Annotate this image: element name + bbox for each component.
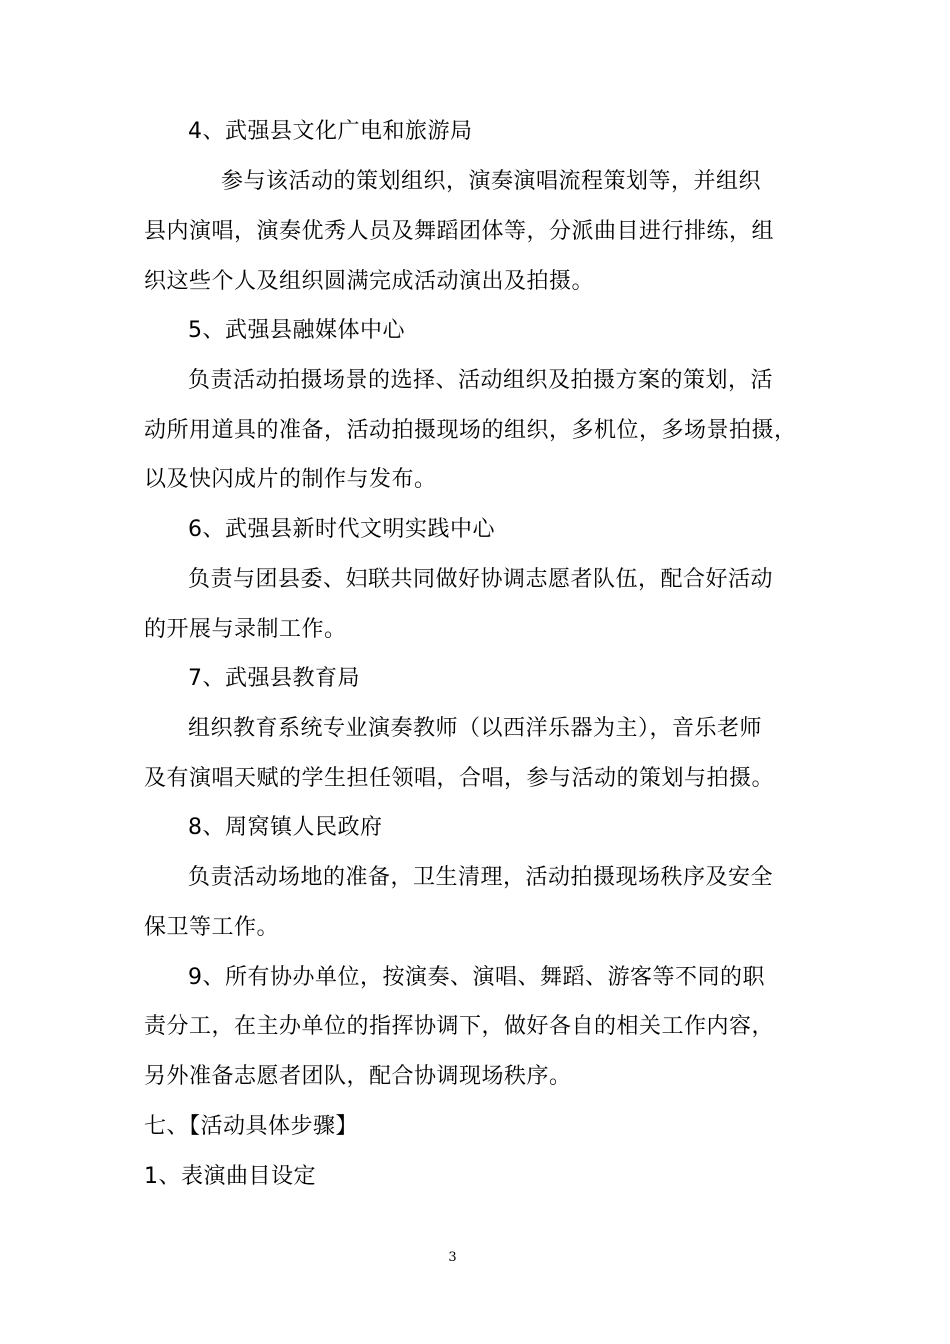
section-heading-culture-bureau: 4、武强县文化广电和旅游局 — [188, 119, 473, 144]
paragraph-line: 织这些个人及组织圆满完成活动演出及拍摄。 — [144, 269, 595, 294]
paragraph-line: 另外准备志愿者团队，配合协调现场秩序。 — [144, 1064, 572, 1089]
section-heading-activity-steps: 七、【活动具体步骤】 — [144, 1114, 359, 1139]
paragraph-line: 保卫等工作。 — [144, 915, 280, 940]
paragraph-line: 动所用道具的准备，活动拍摄现场的组织，多机位，多场景拍摄， — [144, 418, 797, 443]
paragraph-line: 的开展与录制工作。 — [144, 617, 347, 642]
section-heading-media-center: 5、武强县融媒体中心 — [188, 318, 405, 343]
subsection-heading-program-setting: 1、表演曲目设定 — [144, 1164, 316, 1189]
paragraph-line: 负责与团县委、妇联共同做好协调志愿者队伍，配合好活动 — [188, 567, 774, 592]
paragraph-line: 参与该活动的策划组织，演奏演唱流程策划等，并组织 — [221, 169, 762, 194]
paragraph-line: 负责活动拍摄场景的选择、活动组织及拍摄方案的策划，活 — [188, 368, 774, 393]
paragraph-line: 及有演唱天赋的学生担任领唱，合唱，参与活动的策划与拍摄。 — [144, 766, 775, 791]
section-heading-town-government: 8、周窝镇人民政府 — [188, 815, 383, 840]
paragraph-line: 县内演唱，演奏优秀人员及舞蹈团体等，分派曲目进行排练，组 — [144, 219, 775, 244]
page-number: 3 — [448, 1250, 457, 1265]
paragraph-line: 组织教育系统专业演奏教师（以西洋乐器为主），音乐老师 — [188, 716, 763, 741]
paragraph-line: 责分工，在主办单位的指挥协调下，做好各自的相关工作内容， — [144, 1014, 775, 1039]
section-heading-education-bureau: 7、武强县教育局 — [188, 666, 360, 691]
paragraph-line: 9、所有协办单位，按演奏、演唱、舞蹈、游客等不同的职 — [188, 965, 765, 990]
section-heading-civilization-center: 6、武强县新时代文明实践中心 — [188, 517, 495, 542]
paragraph-line: 以及快闪成片的制作与发布。 — [144, 467, 437, 492]
paragraph-line: 负责活动场地的准备，卫生清理，活动拍摄现场秩序及安全 — [188, 865, 774, 890]
